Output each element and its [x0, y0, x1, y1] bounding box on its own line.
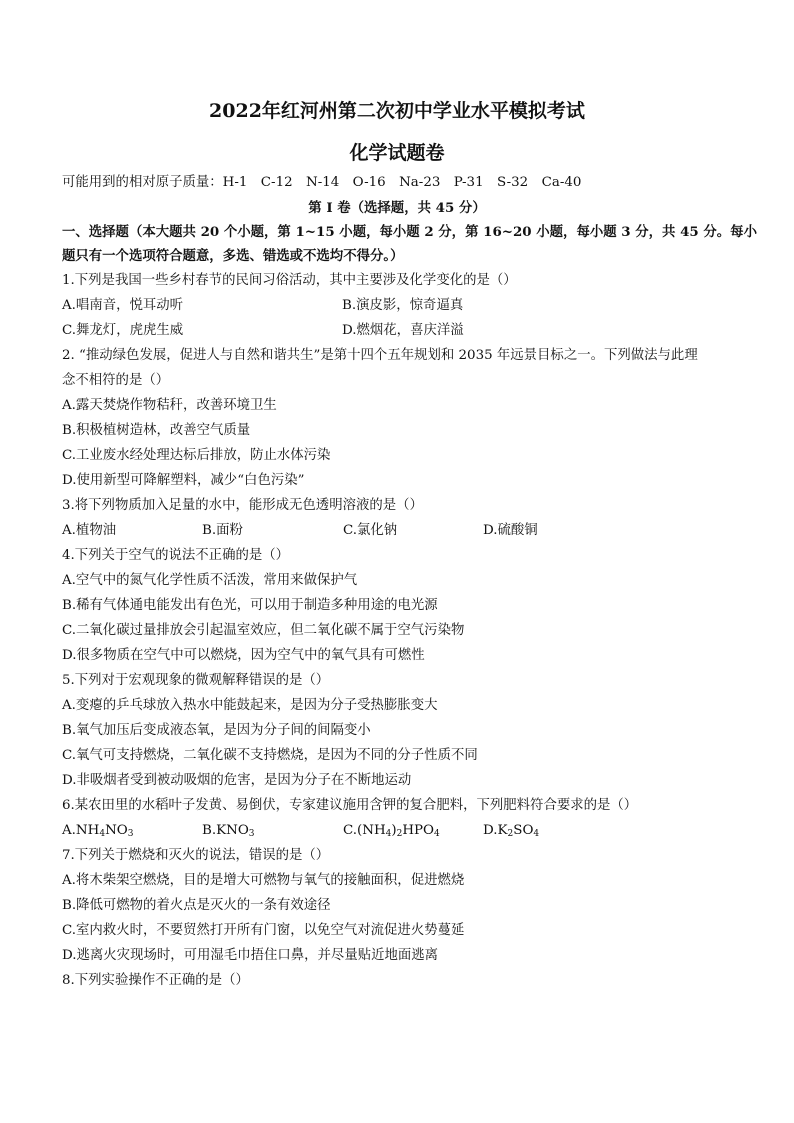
q7-option-d: D.逃离火灾现场时，可用湿毛巾捂住口鼻，并尽量贴近地面逃离: [62, 948, 439, 963]
q1-option-c: C.舞龙灯，虎虎生威: [62, 323, 184, 338]
q3-option-d: D.硫酸铜: [483, 523, 538, 538]
q6-option-a: $A.NH_4NO_3$: [62, 823, 134, 839]
q5-option-d: D.非吸烟者受到被动吸烟的危害，是因为分子在不断地运动: [62, 773, 412, 788]
q1-option-a: A.唱南音，悦耳动听: [62, 298, 184, 313]
q6-stem: 6.某农田里的水稻叶子发黄、易倒伏，专家建议施用含钾的复合肥料，下列肥料符合要求的是（）: [62, 798, 638, 813]
q7-option-c: C.室内救火时，不要贸然打开所有门窗，以免空气对流促进火势蔓延: [62, 923, 465, 938]
q2-option-d: D.使用新型可降解塑料，减少“白色污染”: [62, 473, 305, 488]
exam-title: 2022年红河州第二次初中学业水平模拟考试: [209, 100, 585, 122]
q2-stem-line1: 2. “推动绿色发展，促进人与自然和谐共生”是第十四个五年规划和 2035 年远景目标之一。下列做法与此理: [62, 348, 698, 363]
q6-option-c: $C.(NH_4)_2HPO_4$: [343, 823, 440, 839]
q4-option-c: C.二氧化碳过量排放会引起温室效应，但二氧化碳不属于空气污染物: [62, 623, 465, 638]
q7-option-a: A.将木柴架空燃烧，目的是增大可燃物与氧气的接触面积，促进燃烧: [62, 873, 465, 888]
q1-stem: 1.下列是我国一些乡村春节的民间习俗活动，其中主要涉及化学变化的是（）: [62, 273, 517, 288]
q4-stem: 4.下列关于空气的说法不正确的是（）: [62, 548, 290, 563]
q2-option-c: C.工业废水经处理达标后排放，防止水体污染: [62, 448, 331, 463]
exam-subtitle: 化学试题卷: [349, 142, 445, 164]
q8-stem: 8.下列实验操作不正确的是（）: [62, 973, 249, 988]
q4-option-a: A.空气中的氮气化学性质不活泼，常用来做保护气: [62, 573, 358, 588]
q7-option-b: B.降低可燃物的着火点是灭火的一条有效途径: [62, 898, 331, 913]
q1-option-b: B.演皮影，惊奇逼真: [342, 298, 464, 313]
part-title: 第 I 卷（选择题，共 45 分）: [308, 200, 486, 216]
q1-option-d: D.燃烟花，喜庆洋溢: [342, 323, 464, 338]
q2-option-b: B.积极植树造林，改善空气质量: [62, 423, 251, 438]
q3-option-c: C.氯化钠: [343, 523, 398, 538]
q3-option-a: A.植物油: [62, 523, 117, 538]
q5-option-b: B.氧气加压后变成液态氧，是因为分子间的间隔变小: [62, 723, 371, 738]
q5-option-a: A.变瘪的乒乓球放入热水中能鼓起来，是因为分子受热膨胀变大: [62, 698, 438, 713]
q3-stem: 3.将下列物质加入足量的水中，能形成无色透明溶液的是（）: [62, 498, 423, 513]
q6-option-b: $B.KNO_3$: [202, 823, 255, 839]
q3-option-b: B.面粉: [202, 523, 243, 538]
q2-stem-line2: 念不相符的是（）: [62, 373, 170, 388]
q5-stem: 5.下列对于宏观现象的微观解释错误的是（）: [62, 673, 330, 688]
section-instructions-line2: 题只有一个选项符合题意，多选、错选或不选均不得分。）: [62, 248, 404, 264]
section-instructions-line1: 一、选择题（本大题共 20 个小题，第 1~15 小题，每小题 2 分，第 16~20 小题，每小题 3 分，共 45 分。每小: [62, 224, 757, 240]
q6-option-d: $D.K_2SO_4$: [483, 823, 540, 839]
atomic-masses: 可能用到的相对原子质量：H-1 C-12 N-14 O-16 Na-23 P-31 S-32 Ca-40: [62, 175, 582, 190]
q2-option-a: A.露天焚烧作物秸秆，改善环境卫生: [62, 398, 277, 413]
q7-stem: 7.下列关于燃烧和灭火的说法，错误的是（）: [62, 848, 330, 863]
q4-option-d: D.很多物质在空气中可以燃烧，因为空气中的氧气具有可燃性: [62, 648, 425, 663]
q4-option-b: B.稀有气体通电能发出有色光，可以用于制造多种用途的电光源: [62, 598, 438, 613]
q5-option-c: C.氧气可支持燃烧，二氧化碳不支持燃烧，是因为不同的分子性质不同: [62, 748, 478, 763]
